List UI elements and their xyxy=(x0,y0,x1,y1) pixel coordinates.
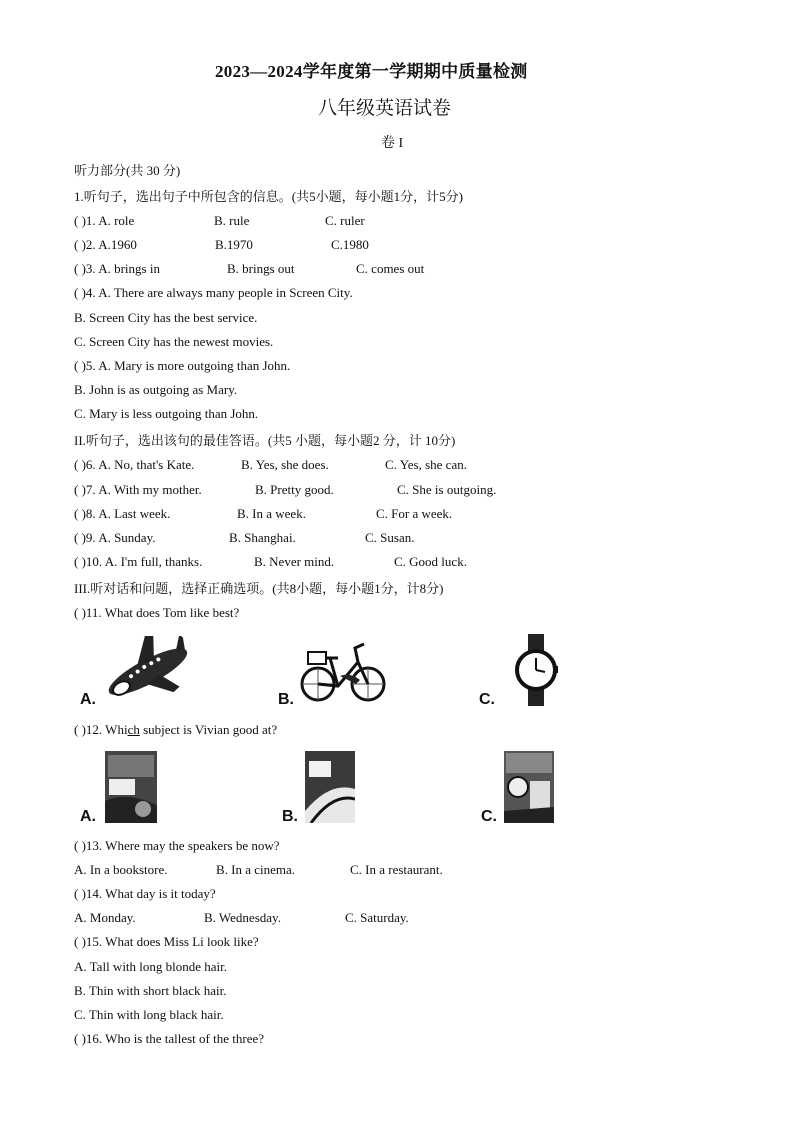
textbook-b-icon xyxy=(305,751,355,823)
q12-stem xyxy=(74,721,277,739)
q6-option-b: B. Yes, she does. xyxy=(241,457,329,472)
q6-option-c: C. Yes, she can. xyxy=(385,457,467,472)
q5-option-c: C. Mary is less outgoing than John. xyxy=(74,406,259,421)
q15-option-a: A. Tall with long blonde hair. xyxy=(74,959,228,974)
q12-option-a-label: A. xyxy=(80,808,96,825)
textbook-a-icon xyxy=(105,751,157,823)
q9-option-c: C. Susan. xyxy=(365,530,415,545)
q15-option-c: C. Thin with long black hair. xyxy=(74,1007,224,1022)
q13-option-c: C. In a restaurant. xyxy=(350,862,443,877)
q3-option-c: C. comes out xyxy=(356,261,425,276)
q8-option-a: ( )8. A. Last week. xyxy=(74,506,171,521)
q13-stem: ( )13. Where may the speakers be now? xyxy=(74,838,280,853)
q12-stem-pre: ( )12. Whi xyxy=(74,722,128,737)
q11-stem: ( )11. What does Tom like best? xyxy=(74,605,240,620)
q14-stem: ( )14. What day is it today? xyxy=(74,886,216,901)
part2-heading: II.听句子，选出该句的最佳答语。(共5 小题，每小题2 分，计 10分) xyxy=(74,433,456,448)
q12-option-b-label: B. xyxy=(282,808,298,825)
q11-option-c-label: C. xyxy=(479,691,495,708)
q11-option-a-label: A. xyxy=(80,691,96,708)
q1-option-a: ( )1. A. role xyxy=(74,213,135,228)
q7-option-b: B. Pretty good. xyxy=(255,482,334,497)
q16-stem: ( )16. Who is the tallest of the three? xyxy=(74,1031,265,1046)
q13-option-a: A. In a bookstore. xyxy=(74,862,168,877)
exam-subtitle: 八年级英语试卷 xyxy=(318,98,452,119)
q14-option-c: C. Saturday. xyxy=(345,910,409,925)
textbook-c-icon xyxy=(504,751,554,823)
q3-option-b: B. brings out xyxy=(227,261,295,276)
q12-stem-post: subject is Vivian good at? xyxy=(139,722,278,737)
q9-option-a: ( )9. A. Sunday. xyxy=(74,530,156,545)
part3-heading: III.听对话和问题，选择正确选项。(共8小题，每小题1分，计8分) xyxy=(74,581,444,596)
q5-option-a: ( )5. A. Mary is more outgoing than John. xyxy=(74,358,291,373)
q5-option-b: B. John is as outgoing as Mary. xyxy=(74,382,238,397)
q8-option-c: C. For a week. xyxy=(376,506,453,521)
q10-option-c: C. Good luck. xyxy=(394,554,467,569)
q13-option-b: B. In a cinema. xyxy=(216,862,296,877)
q14-option-a: A. Monday. xyxy=(74,910,136,925)
bicycle-icon xyxy=(300,632,388,704)
q1-option-b: B. rule xyxy=(214,213,250,228)
listening-section-title: 听力部分(共 30 分) xyxy=(74,163,181,178)
exam-title: 2023—2024学年度第一学期期中质量检测 xyxy=(215,62,528,81)
q1-option-c: C. ruler xyxy=(325,213,365,228)
q2-option-b: B.1970 xyxy=(215,237,253,252)
watch-icon xyxy=(514,634,558,706)
q15-option-b: B. Thin with short black hair. xyxy=(74,983,227,998)
q9-option-b: B. Shanghai. xyxy=(229,530,296,545)
q14-option-b: B. Wednesday. xyxy=(204,910,281,925)
part1-heading: 1.听句子，选出句子中所包含的信息。(共5小题，每小题1分，计5分) xyxy=(74,189,463,204)
airplane-icon xyxy=(100,636,195,704)
q12-stem-underlined: ch xyxy=(127,722,140,737)
volume-label: 卷 I xyxy=(381,136,404,151)
q12-option-c-label: C. xyxy=(481,808,497,825)
q10-option-a: ( )10. A. I'm full, thanks. xyxy=(74,554,203,569)
q2-option-a: ( )2. A.1960 xyxy=(74,237,137,252)
q8-option-b: B. In a week. xyxy=(237,506,306,521)
q10-option-b: B. Never mind. xyxy=(254,554,335,569)
q11-option-b-label: B. xyxy=(278,691,294,708)
q4-option-b: B. Screen City has the best service. xyxy=(74,310,258,325)
q15-stem: ( )15. What does Miss Li look like? xyxy=(74,934,259,949)
q7-option-c: C. She is outgoing. xyxy=(397,482,497,497)
q2-option-c: C.1980 xyxy=(331,237,369,252)
q4-option-c: C. Screen City has the newest movies. xyxy=(74,334,274,349)
q4-option-a: ( )4. A. There are always many people in Screen City. xyxy=(74,285,353,300)
q6-option-a: ( )6. A. No, that's Kate. xyxy=(74,457,195,472)
q3-option-a: ( )3. A. brings in xyxy=(74,261,160,276)
q7-option-a: ( )7. A. With my mother. xyxy=(74,482,202,497)
